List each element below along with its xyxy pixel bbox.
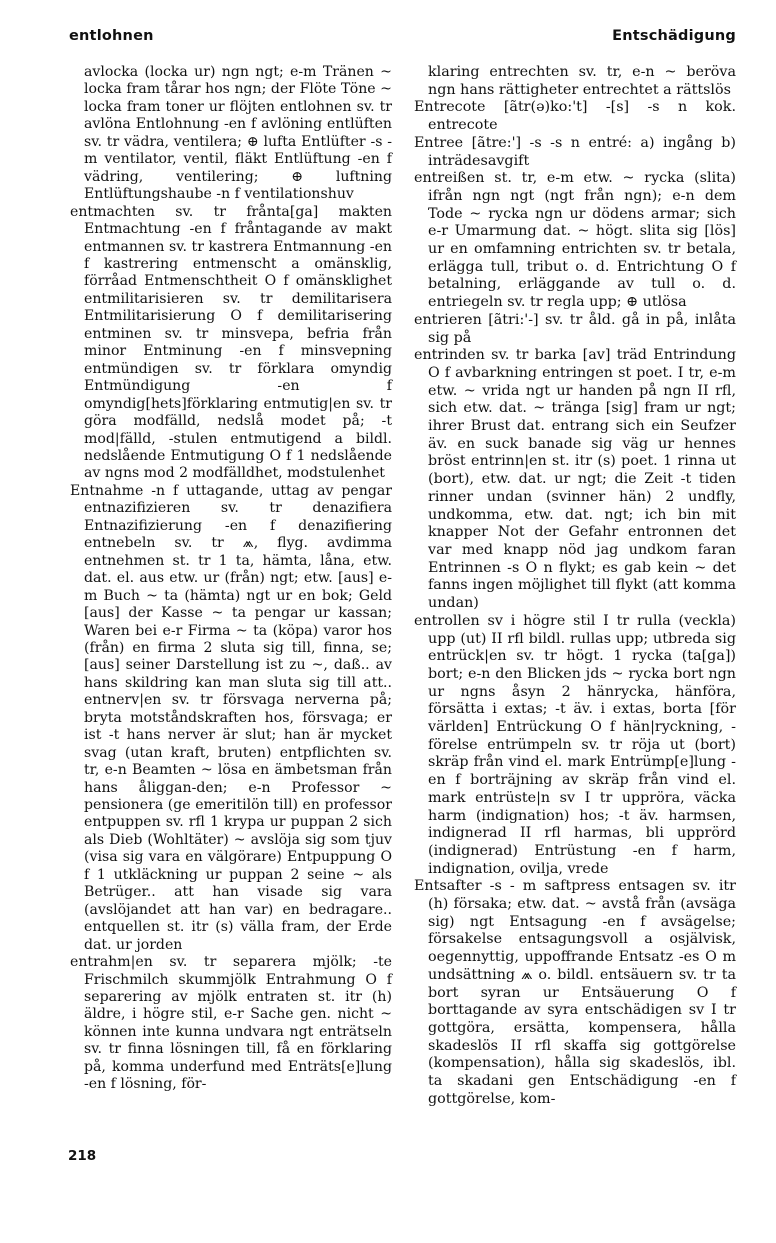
entry-paragraph: klaring entrechten sv. tr, e-n ~ beröva ngn hans rättigheter entrechtet a rättslös <box>428 64 736 98</box>
entry-paragraph: entrollen sv i högre stil I tr rulla (veckla) upp (ut) II rfl bildl. rullas upp; utbreda sig entrück|en sv. tr högt. 1 rycka (ta[ga]) bort; e-n den Blicken jds ~ rycka bort ngn ur ngns åsyn 2 hänrycka, hänföra, försätta i extas; -t äv. i extas, borta [för världen] Entrückung O f hän|ryckning, -förelse entrümpeln sv. tr röja ut (bort) skräp från vind el. mark Entrümp[e]lung -en f borträjning av skräp från vind el. mark entrüste|n sv I tr uppröra, väcka harm (indignation) hos; -t äv. harmsen, indignerad II rfl harmas, bli upprörd (indignerad) Entrüstung -en f harm, indignation, ovilja, vrede <box>414 612 736 877</box>
right-column <box>414 64 736 1108</box>
entry-paragraph: avlocka (locka ur) ngn ngt; e-m Tränen ~ locka fram tårar hos ngn; der Flöte Töne ~ locka fram toner ur flöjten entlohnen sv. tr avlöna Entlohnung -en f avlöning entlüften sv. tr vädra, ventilera; ⊕ lufta Entlüfter -s - m ventilator, ventil, fläkt Entlüftung -en f vädring, ventilering; ⊕ luftning Entlüftungshaube -n f ventilationshuv <box>84 64 392 203</box>
entry-paragraph: entreißen st. tr, e-m etw. ~ rycka (slita) ifrån ngn ngt (ngt från ngn); e-n dem Tode ~ rycka ngn ur dödens armar; sich e-r Umarmung dat. ~ högt. slita sig [lös] ur en omfamning entrichten sv. tr betala, erlägga tull, tribut o. d. Entrichtung O f betalning, erläggande av tull o. d. entriegeln sv. tr regla upp; ⊕ utlösa <box>414 170 736 311</box>
left-guide-word: entlohnen <box>69 28 154 44</box>
entry-paragraph: entrahm|en sv. tr separera mjölk; -te Frischmilch skummjölk Entrahmung O f separering av mjölk entraten st. itr (h) äldre, i högre stil, e-r Sache gen. nicht ~ können inte kunna undvara ngt enträtseln sv. tr finna lösningen till, få en förklaring på, komma underfund med Enträts[e]lung -en f lösning, för- <box>70 954 392 1093</box>
left-column <box>70 64 392 1094</box>
entry-paragraph: Entsafter -s - m saftpress entsagen sv. itr (h) försaka; etw. dat. ~ avstå från (avsäga sig) ngt Entsagung -en f avsägelse; försakelse entsagungsvoll a osjälvisk, oegennyttig, uppoffrande Entsatz -es O m undsättning ⩕ o. bildl. entsäuern sv. tr ta bort syran ur Entsäuerung O f borttagande av syra entschädigen sv I tr gottgöra, ersätta, kompensera, hålla skadeslös II rfl skaffa sig gottgörelse (kompensation), hålla sig skadeslös, ibl. ta skadani gen Entschädigung -en f gottgörelse, kom- <box>414 878 736 1107</box>
entry-paragraph: Entnahme -n f uttagande, uttag av pengar entnazifizieren sv. tr denazifiera Entnazifizierung -en f denazifiering entnebeln sv. tr ⩕, flyg. avdimma entnehmen st. tr 1 ta, hämta, låna, etw. dat. el. aus etw. ur (från) ngt; etw. [aus] e-m Buch ~ ta (hämta) ngt ur en bok; Geld [aus] der Kasse ~ ta pengar ur kassan; Waren bei e-r Firma ~ ta (köpa) varor hos (från) en firma 2 sluta sig till, finna, se; [aus] seiner Darstellung ist zu ~, daß.. av hans skildring kan man sluta sig till att.. entnerv|en sv. tr försvaga nerverna på; bryta motståndskraften hos, försvaga; er ist -t hans nerver är slut; han är mycket svag (utan kraft, bruten) entpflichten sv. tr, e-n Beamten ~ lösa en ämbetsman från hans åliggan-den; e-n Professor ~ pensionera (ge emeritilön till) en professor entpuppen sv. rfl 1 krypa ur puppan 2 sich als Dieb (Wohltäter) ~ avslöja sig som tjuv (visa sig vara en välgörare) Entpuppung O f 1 utkläckning ur puppan 2 seine ~ als Betrüger.. att han visade sig vara (avslöjandet att han var) en bedragare.. entquellen st. itr (s) välla fram, der Erde dat. ur jorden <box>70 482 392 953</box>
entry-paragraph: entrinden sv. tr barka [av] träd Entrindung O f avbarkning entringen st poet. I tr, e-m etw. ~ vrida ngt ur handen på ngn II rfl, sich etw. dat. ~ tränga [sig] fram ur ngt; ihrer Brust dat. entrang sich ein Seufzer äv. en suck banade sig väg ur hennes bröst entrinn|en st. itr (s) poet. 1 rinna ut (bort), etw. dat. ur ngt; die Zeit -t tiden rinner undan (svinner hän) 2 undfly, undkomma, etw. dat. ngt; ich bin mit knapper Not der Gefahr entronnen det var med knapp nöd jag undkom faran Entrinnen -s O n flykt; es gab kein ~ det fanns ingen möjlighet till flykt (att komma undan) <box>414 347 736 612</box>
entry-paragraph: Entree [ãtre:'] -s -s n entré: a) ingång b) inträdesavgift <box>414 134 736 169</box>
entry-paragraph: entmachten sv. tr frånta[ga] makten Entmachtung -en f fråntagande av makt entmannen sv. tr kastrera Entmannung -en f kastrering entmenscht a omänsklig, förråad Entmenschtheit O f omänsklighet entmilitarisieren sv. tr demilitarisera Entmilitarisierung O f demilitarisering entminen sv. tr minsvepa, befria från minor Entminung -en f minsvepning entmündigen sv. tr förklara omyndig Entmündigung -en f omyndig[hets]förklaring entmutig|en sv. tr göra modfälld, nedslå modet på; -t mod|fälld, -stulen entmutigend a bildl. nedslående Entmutigung O f 1 nedslående av ngns mod 2 modfälldhet, modstulenhet <box>70 203 392 482</box>
entry-paragraph: entrieren [ãtri:'-] sv. tr åld. gå in på, inlåta sig på <box>414 311 736 346</box>
right-guide-word: Entschädigung <box>612 28 736 44</box>
entry-paragraph: Entrecote [ãtr(ə)ko:'t] -[s] -s n kok. entrecote <box>414 99 736 134</box>
page-number: 218 <box>68 1148 97 1164</box>
